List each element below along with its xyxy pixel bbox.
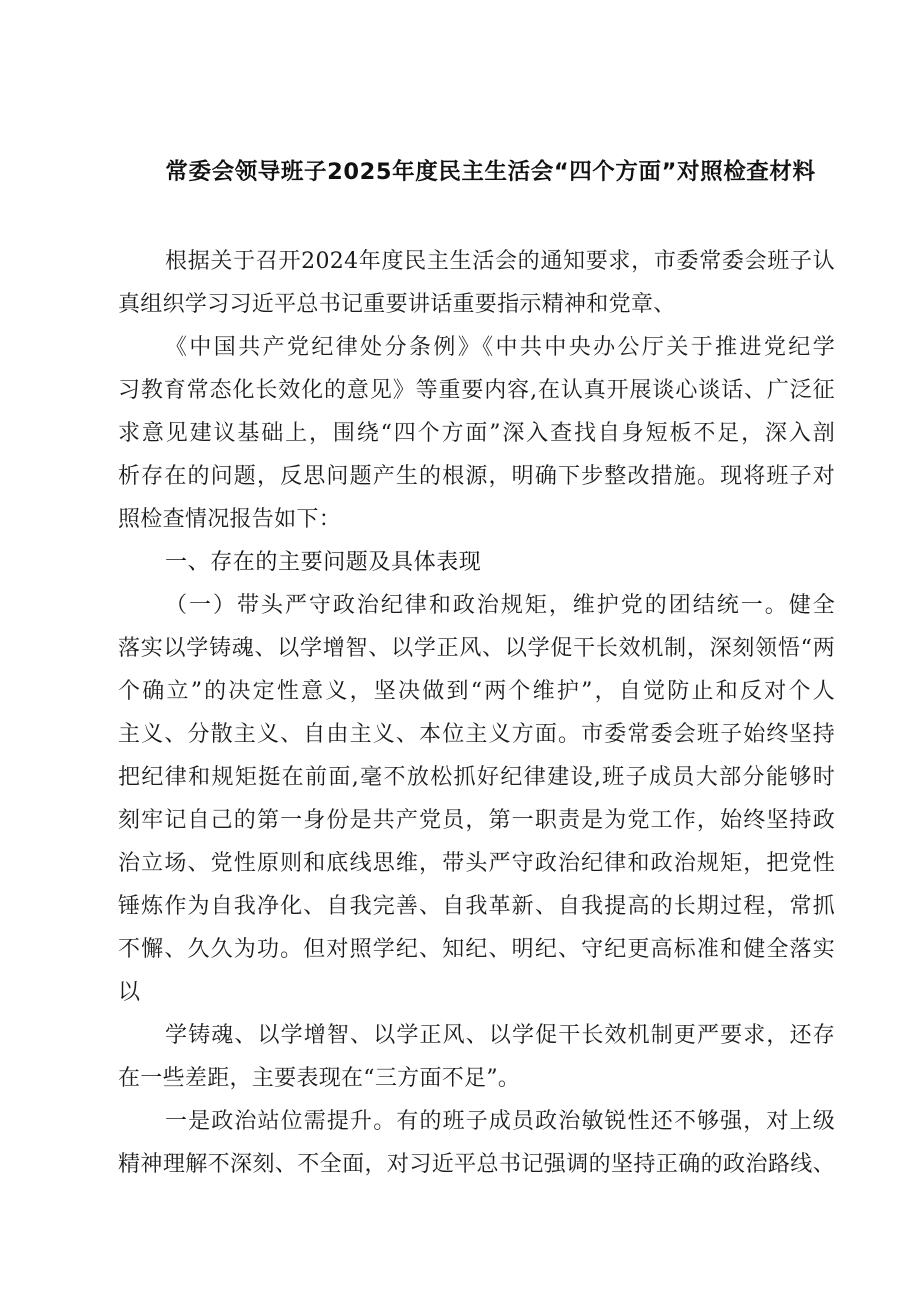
- text-line: 不懈、久久为功。但对照学纪、知纪、明纪、守纪更高标准和健全落实: [118, 937, 835, 962]
- text-line: 《中国共产党纪律处分条例》《中共中央办公厅关于推进党纪学: [165, 335, 835, 360]
- document-body: [118, 240, 835, 1186]
- text-line: 析存在的问题，反思问题产生的根源，明确下步整改措施。现将班子对: [118, 464, 835, 489]
- text-line: 在一些差距，主要表现在“三方面不足”。: [118, 1066, 521, 1091]
- text-line: 主义、分散主义、自由主义、本位主义方面。市委常委会班子始终坚持: [118, 722, 835, 747]
- text-line: 一是政治站位需提升。有的班子成员政治敏锐性还不够强，对上级: [165, 1109, 835, 1134]
- text-line: 精神理解不深刻、不全面，对习近平总书记强调的坚持正确的政治路线、: [118, 1152, 835, 1177]
- text-line: 真组织学习习近平总书记重要讲话重要指示精神和党章、: [118, 292, 676, 317]
- paragraph-item-1: [118, 584, 835, 1014]
- paragraph-intro-2: [118, 326, 835, 541]
- paragraph-item-1-continued: [118, 1014, 835, 1100]
- text-line: 学铸魂、以学增智、以学正风、以学促干长效机制更严要求，还存: [165, 1023, 835, 1048]
- text-line: 刻牢记自己的第一身份是共产党员，第一职责是为党工作，始终坚持政: [118, 808, 835, 833]
- paragraph-point-1: [118, 1100, 835, 1186]
- text-line: 落实以学铸魂、以学增智、以学正风、以学促干长效机制，深刻领悟“两: [118, 636, 835, 661]
- text-line: 照检查情况报告如下：: [118, 507, 342, 532]
- text-line: 治立场、党性原则和底线思维，带头严守政治纪律和政治规矩，把党性: [118, 851, 835, 876]
- text-line: 求意见建议基础上，围绕“四个方面”深入查找自身短板不足，深入剖: [118, 421, 835, 446]
- section-heading: 一、存在的主要问题及具体表现: [165, 550, 482, 575]
- text-line: （一）带头严守政治纪律和政治规矩，维护党的团结统一。健全: [165, 593, 835, 618]
- text-line: 习教育常态化长效化的意见》等重要内容,在认真开展谈心谈话、广泛征: [118, 378, 835, 403]
- text-line: 锤炼作为自我净化、自我完善、自我革新、自我提高的长期过程，常抓: [118, 894, 835, 919]
- text-line: 把纪律和规矩挺在前面,毫不放松抓好纪律建设,班子成员大部分能够时: [118, 765, 835, 790]
- text-line: 个确立”的决定性意义，坚决做到“两个维护”，自觉防止和反对个人: [118, 679, 835, 704]
- text-line: 以: [118, 980, 141, 1005]
- document-title: 常委会领导班子2025年度民主生活会“四个方面”对照检查材料: [165, 159, 816, 185]
- paragraph-intro-1: [118, 240, 835, 326]
- text-line: 根据关于召开2024年度民主生活会的通知要求，市委常委会班子认: [165, 249, 835, 274]
